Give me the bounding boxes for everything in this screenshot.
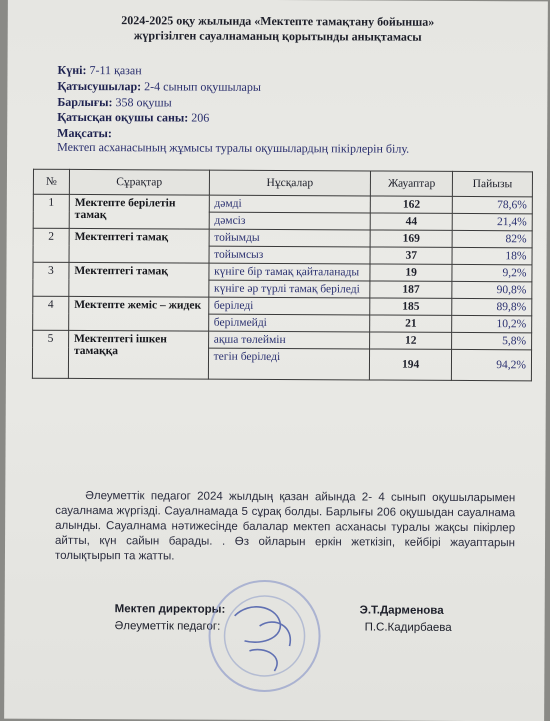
option-text: тегін беріледі: [208, 348, 370, 380]
director-label: Мектеп директоры:: [114, 603, 226, 616]
option-count: 44: [370, 213, 452, 230]
option-text: дәмді: [209, 195, 371, 213]
option-count: 12: [370, 332, 452, 349]
meta-date: [57, 63, 141, 78]
document-page: [4, 0, 548, 721]
row-question: Мектепте берілетін тамақ: [69, 194, 209, 229]
row-number: 2: [33, 228, 69, 262]
row-question: Мектептегі тамақ: [69, 262, 209, 297]
total-label: Барлығы:: [57, 94, 113, 110]
pedagogue-label: Әлеуметтік педагог:: [114, 620, 221, 633]
header-number: №: [33, 169, 69, 194]
option-text: берілмейді: [208, 314, 370, 332]
option-percent: 94,2%: [452, 349, 532, 380]
row-question: Мектепте жеміс – жидек: [69, 296, 209, 331]
option-text: күнігe әр түрлі тамақ беріледі: [208, 280, 370, 298]
table-row: [33, 296, 532, 316]
row-number: 3: [33, 262, 69, 296]
option-text: күнігe бір тамақ қайталанады: [209, 263, 371, 281]
option-percent: 82%: [452, 230, 532, 247]
option-percent: 21,4%: [452, 213, 532, 230]
meta-total: [57, 95, 171, 111]
date-label: Күні:: [57, 62, 87, 78]
participants-value: 2-4 сынып оқушылары: [144, 79, 262, 94]
option-percent: 89,8%: [452, 298, 532, 315]
row-number: 5: [32, 330, 68, 378]
option-count: 37: [370, 247, 452, 264]
option-text: тойымды: [209, 229, 371, 247]
header-percent: Пайызы: [452, 171, 532, 196]
option-percent: 18%: [452, 247, 532, 264]
header-questions: Сұрақтар: [69, 169, 209, 195]
option-text: беріледі: [208, 297, 370, 315]
table-row: [33, 228, 532, 248]
pedagogue-name: П.С.Кадирбаева: [364, 621, 452, 634]
date-value: 7-11 қазан: [89, 63, 142, 78]
survey-table: [32, 169, 533, 382]
took-part-value: 206: [191, 110, 210, 125]
title-line-1: 2024-2025 оқу жылында «Мектепте тамақтану бойынша»: [121, 13, 435, 29]
option-count: 187: [370, 281, 452, 298]
option-percent: 9,2%: [452, 264, 532, 281]
row-number: 1: [33, 194, 69, 228]
goal-label: Мақсаты:: [57, 125, 112, 141]
option-percent: 5,8%: [452, 332, 532, 349]
option-text: дәмсіз: [209, 212, 371, 230]
director-name: Э.Т.Дарменова: [359, 604, 444, 617]
option-text: ақша төлеймін: [208, 331, 370, 349]
option-percent: 78,6%: [452, 196, 532, 213]
summary-paragraph: Әлеуметтік педагог 2024 жылдың қазан айында 2- 4 сынып оқушыларымен сауалнама жүргізді. Сауалнамада 5 сұрақ болды. Барлығы 206 оқушыдан сауалнама алынды. Сауалнама нәтижесінде балалар мектеп асханасы туралы жақсы пікірлер айтты, күн сайын барады. . Өз ойларын еркін жеткізіп, кейбірі жауаптарын толықтырып та жатты.: [54, 490, 516, 563]
participants-label: Қатысушылар:: [57, 78, 142, 94]
option-count: 21: [370, 315, 452, 332]
table-row: [33, 330, 532, 350]
took-part-label: Қатысқан оқушы саны:: [57, 109, 189, 125]
title-line-2: жүргізілген сауалнаманың қорытынды анықтамасы: [133, 28, 422, 44]
option-count: 194: [370, 349, 452, 380]
option-count: 185: [370, 298, 452, 315]
option-count: 19: [370, 264, 452, 281]
table-row: [33, 262, 532, 282]
row-question: Мектептегі ішкен тамаққа: [68, 330, 208, 379]
row-question: Мектептегі тамақ: [69, 228, 209, 263]
header-options: Нұсқалар: [209, 170, 371, 196]
option-text: тойымсыз: [209, 246, 371, 264]
option-percent: 10,2%: [452, 315, 532, 332]
meta-took-part: [57, 110, 209, 126]
option-percent: 90,8%: [452, 281, 532, 298]
header-answers: Жауаптар: [371, 171, 453, 196]
option-count: 162: [370, 196, 452, 213]
row-number: 4: [33, 296, 69, 330]
goal-text: Мектеп асханасының жұмысы туралы оқушылардың пікірлерін білу.: [57, 139, 410, 156]
meta-participants: [57, 79, 261, 95]
table-row: [33, 194, 532, 214]
stamp-icon: [204, 576, 325, 697]
table-header-row: [33, 169, 532, 197]
total-value: 358 оқушы: [115, 95, 172, 110]
option-count: 169: [370, 230, 452, 247]
meta-goal: [57, 126, 112, 141]
